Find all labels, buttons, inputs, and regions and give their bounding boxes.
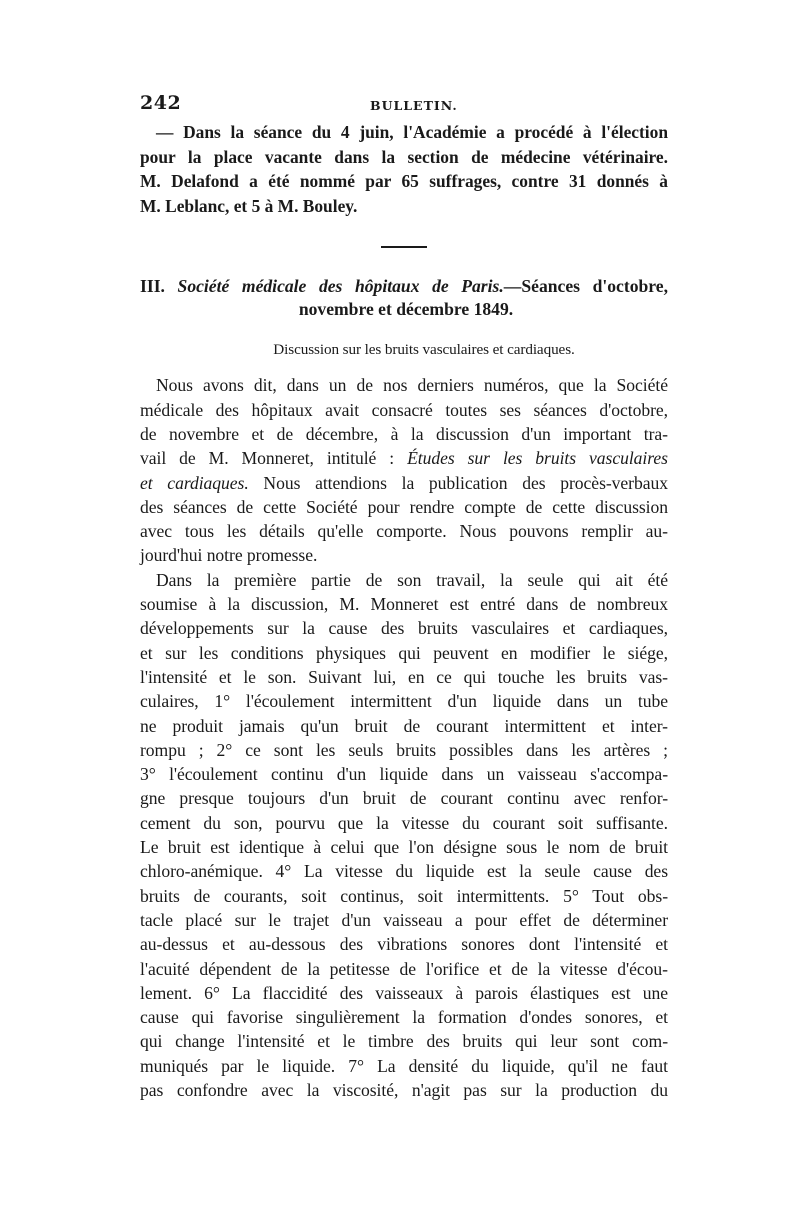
body-line: bruits de courants, soit continus, soit intermittents. 5° Tout obs- bbox=[140, 885, 668, 906]
society-name: Société médicale des hôpitaux de Paris. bbox=[177, 276, 504, 297]
page-number: 242 bbox=[140, 92, 182, 114]
notice-line: M. Leblanc, et 5 à M. Bouley. bbox=[140, 195, 358, 216]
section-heading bbox=[140, 275, 668, 321]
sessions-dates-continued: novembre et décembre 1849. bbox=[298, 299, 514, 320]
article-body bbox=[140, 373, 668, 1102]
body-line: cause qui favorise singulièrement la formation d'ondes sonores, et bbox=[140, 1007, 668, 1028]
notice-line: M. Delafond a été nommé par 65 suffrages, contre 31 donnés à bbox=[140, 171, 668, 192]
body-line: rompu ; 2° ce sont les seuls bruits possibles dans les artères ; bbox=[140, 739, 668, 760]
running-head bbox=[140, 92, 668, 118]
body-line: médicale des hôpitaux avait consacré toutes ses séances d'octobre, bbox=[140, 399, 668, 420]
body-line: et sur les conditions physiques qui peuvent en modifier le siége, bbox=[140, 642, 668, 663]
sessions-dates: —Séances d'octobre, bbox=[503, 276, 668, 297]
book-page bbox=[140, 92, 668, 1102]
body-line: qui change l'intensité et le timbre des bruits qui leur sont com- bbox=[140, 1031, 668, 1052]
body-line: 3° l'écoulement continu d'un liquide dans un vaisseau s'accompa- bbox=[140, 764, 668, 785]
body-line: soumise à la discussion, M. Monneret est entré dans de nombreux bbox=[140, 594, 668, 615]
body-line: tacle placé sur le trajet d'un vaisseau a pour effet de déterminer bbox=[140, 909, 668, 930]
body-line: Le bruit est identique à celui que l'on désigne sous le nom de bruit bbox=[140, 837, 668, 858]
body-line: des séances de cette Société pour rendre compte de cette discussion bbox=[140, 496, 668, 517]
body-line: culaires, 1° l'écoulement intermittent d'un liquide dans un tube bbox=[140, 691, 668, 712]
body-line: jourd'hui notre promesse. bbox=[140, 545, 318, 566]
body-line: Dans la première partie de son travail, la seule qui ait été bbox=[156, 569, 668, 590]
body-text: Nous attendions la publication des procès-verbaux bbox=[263, 472, 668, 493]
body-text: vail de M. Monneret, intitulé : bbox=[140, 448, 395, 469]
body-line: avec tous les détails qu'elle comporte. Nous pouvons remplir au- bbox=[140, 521, 668, 542]
body-line bbox=[140, 446, 668, 470]
notice-line: — Dans la séance du 4 juin, l'Académie a procédé à l'élection bbox=[156, 122, 668, 142]
body-line: chloro-anémique. 4° La vitesse du liquide est la seule cause des bbox=[140, 861, 668, 882]
body-line: pas confondre avec la viscosité, n'agit pas sur la production du bbox=[140, 1079, 668, 1100]
election-notice bbox=[140, 120, 668, 218]
body-line: développements sur la cause des bruits vasculaires et cardiaques, bbox=[140, 618, 668, 639]
body-line: lement. 6° La flaccidité des vaisseaux à parois élastiques est une bbox=[140, 982, 668, 1003]
notice-line: pour la place vacante dans la section de médecine vétérinaire. bbox=[140, 146, 668, 167]
body-line: l'intensité et le son. Suivant lui, en ce qui touche les bruits vas- bbox=[140, 666, 668, 687]
body-line: cement du son, pourvu que la vitesse du courant soit suffisante. bbox=[140, 812, 668, 833]
body-line bbox=[140, 471, 668, 495]
work-title: et cardiaques. bbox=[140, 472, 249, 493]
paragraph-monneret-findings bbox=[140, 568, 668, 1103]
body-line: gne presque toujours d'un bruit de courant continu avec renfor- bbox=[140, 788, 668, 809]
body-line: de novembre et de décembre, à la discussion d'un important tra- bbox=[140, 423, 668, 444]
body-line: Nous avons dit, dans un de nos derniers numéros, que la Société bbox=[156, 375, 668, 396]
body-line: muniqués par le liquide. 7° La densité du liquide, qu'il ne faut bbox=[140, 1055, 668, 1076]
section-divider bbox=[381, 246, 427, 248]
section-number: III. bbox=[140, 276, 165, 297]
running-title: BULLETIN. bbox=[370, 98, 458, 113]
body-line: ne produit jamais qu'un bruit de courant intermittent et inter- bbox=[140, 715, 668, 736]
body-line: l'acuité dépendent de la petitesse de l'orifice et de la vitesse d'écou- bbox=[140, 958, 668, 979]
work-title: Études sur les bruits vasculaires bbox=[407, 448, 668, 469]
discussion-subheading: Discussion sur les bruits vasculaires et cardiaques. bbox=[273, 341, 575, 359]
body-line: au-dessus et au-dessous des vibrations sonores dont l'intensité et bbox=[140, 934, 668, 955]
